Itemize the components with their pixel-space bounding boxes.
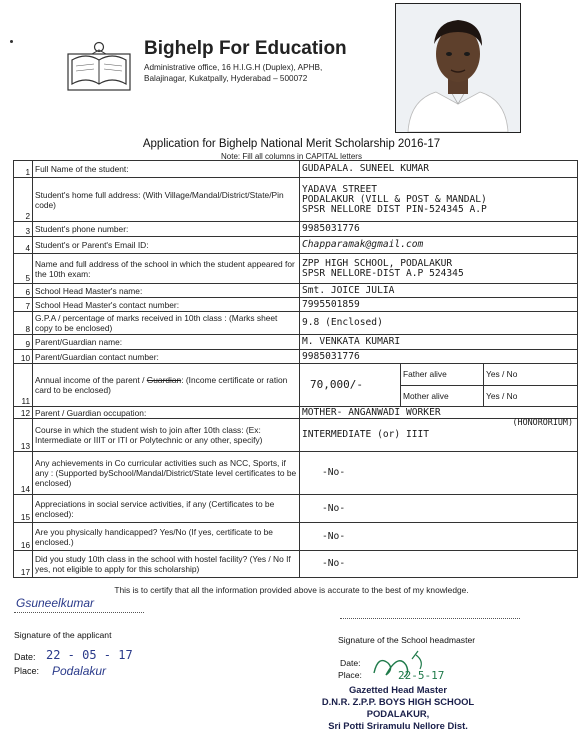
row-number: 14 bbox=[14, 452, 33, 495]
form-row bbox=[14, 254, 578, 284]
form-row bbox=[14, 284, 578, 298]
applicant-signature-line bbox=[14, 612, 144, 613]
certification-text: This is to certify that all the information provided above is accurate to the best of my knowledge. bbox=[114, 585, 469, 595]
row-label: Student's phone number: bbox=[33, 222, 300, 237]
headmaster-contact-value[interactable]: 7995501859 bbox=[300, 298, 578, 312]
form-note: Note: Fill all columns in CAPITAL letters bbox=[221, 152, 362, 161]
address-line: SPSR NELLORE DIST PIN-524345 A.P bbox=[302, 203, 487, 215]
headmaster-date-value: 22-5-17 bbox=[398, 669, 445, 682]
row-number: 11 bbox=[14, 364, 33, 407]
form-row bbox=[14, 161, 578, 178]
headmaster-date-label: Date: bbox=[340, 658, 361, 668]
form-row bbox=[14, 350, 578, 364]
row-label: Student's home full address: (With Village/Mandal/District/State/Pin code) bbox=[33, 178, 300, 222]
course-value: INTERMEDIATE (or) IIIT bbox=[302, 429, 430, 440]
mother-alive-answer[interactable]: Yes / No bbox=[484, 385, 578, 406]
row-label: Appreciations in social service activities, if any (Certificates to be enclosed): bbox=[33, 495, 300, 523]
row-number: 7 bbox=[14, 298, 33, 312]
father-alive-answer[interactable]: Yes / No bbox=[484, 364, 578, 385]
org-address bbox=[144, 62, 384, 84]
form-row bbox=[14, 178, 578, 222]
row-label: School Head Master's name: bbox=[33, 284, 300, 298]
stamp-line: Gazetted Head Master bbox=[349, 684, 447, 695]
row-number: 4 bbox=[14, 237, 33, 254]
gpa-value[interactable]: 9.8 (Enclosed) bbox=[300, 312, 578, 335]
income-cell bbox=[300, 364, 578, 407]
place-value[interactable]: Podalakur bbox=[52, 664, 107, 678]
headmaster-place-label: Place: bbox=[338, 670, 362, 680]
form-row bbox=[14, 222, 578, 237]
row-label: G.P.A / percentage of marks received in 10th class : (Marks sheet copy to be enclosed) bbox=[33, 312, 300, 335]
row-label: School Head Master's contact number: bbox=[33, 298, 300, 312]
row-label: Parent / Guardian occupation: bbox=[33, 407, 300, 419]
row-label: Parent/Guardian name: bbox=[33, 335, 300, 350]
headmaster-signature-line bbox=[340, 618, 520, 619]
guardian-contact-value[interactable]: 9985031776 bbox=[300, 350, 578, 364]
row-label: Parent/Guardian contact number: bbox=[33, 350, 300, 364]
org-address-line2: Balajinagar, Kukatpally, Hyderabad – 500072 bbox=[144, 74, 308, 83]
applicant-signature-label: Signature of the applicant bbox=[14, 630, 112, 640]
mother-alive-label: Mother alive bbox=[403, 390, 449, 401]
form-row bbox=[14, 523, 578, 551]
row-number: 2 bbox=[14, 178, 33, 222]
form-row bbox=[14, 237, 578, 254]
row-number: 6 bbox=[14, 284, 33, 298]
full-name-value[interactable]: GUDAPALA. SUNEEL KUMAR bbox=[300, 161, 578, 178]
headmaster-signature bbox=[368, 645, 458, 685]
row-label: Name and full address of the school in which the student appeared for the 10th exam: bbox=[33, 254, 300, 284]
school-stamp bbox=[300, 684, 496, 732]
application-form-table bbox=[13, 160, 578, 578]
row-number: 15 bbox=[14, 495, 33, 523]
guardian-name-value[interactable]: M. VENKATA KUMARI bbox=[300, 335, 578, 350]
date-value[interactable]: 22 - 05 - 17 bbox=[46, 648, 133, 662]
social-service-value[interactable]: -No- bbox=[300, 495, 578, 523]
date-label: Date: bbox=[14, 652, 36, 662]
row-number: 3 bbox=[14, 222, 33, 237]
row-label: Student's or Parent's Email ID: bbox=[33, 237, 300, 254]
row-number: 5 bbox=[14, 254, 33, 284]
row-number: 8 bbox=[14, 312, 33, 335]
stamp-line: Sri Potti Sriramulu Nellore Dist. bbox=[328, 720, 468, 731]
stamp-line: D.N.R. Z.P.P. BOYS HIGH SCHOOL bbox=[321, 696, 475, 707]
occupation-note: (HONORORIUM) bbox=[512, 417, 573, 427]
form-row bbox=[14, 312, 578, 335]
income-label-strike: Guardian bbox=[146, 375, 182, 385]
row-number: 1 bbox=[14, 161, 33, 178]
scan-dot bbox=[10, 40, 13, 43]
form-row bbox=[14, 551, 578, 578]
stamp-line: PODALAKUR, bbox=[366, 708, 430, 719]
row-label: Are you physically handicapped? Yes/No (If yes, certificate to be enclosed.) bbox=[33, 523, 300, 551]
row-number: 12 bbox=[14, 407, 33, 419]
row-label: Did you study 10th class in the school with hostel facility? (Yes / No If yes, not eligible to apply for this scholarship) bbox=[33, 551, 300, 578]
occupation-value[interactable]: MOTHER- ANGANWADI WORKER bbox=[300, 407, 578, 419]
address-line: YADAVA STREET bbox=[302, 183, 378, 195]
father-alive-label: Father alive bbox=[401, 364, 484, 385]
form-row bbox=[14, 335, 578, 350]
place-label: Place: bbox=[14, 666, 40, 676]
row-number: 16 bbox=[14, 523, 33, 551]
headmaster-signature-label: Signature of the School headmaster bbox=[338, 635, 476, 645]
row-label: Full Name of the student: bbox=[33, 161, 300, 178]
income-label-pre: Annual income of the parent / bbox=[35, 375, 147, 385]
form-row bbox=[14, 364, 578, 407]
org-name: Bighelp For Education bbox=[144, 38, 347, 59]
headmaster-name-value[interactable]: Smt. JOICE JULIA bbox=[300, 284, 578, 298]
row-number: 13 bbox=[14, 419, 33, 452]
school-line: SPSR NELLORE-DIST A.P 524345 bbox=[302, 267, 464, 279]
row-number: 9 bbox=[14, 335, 33, 350]
home-address-value[interactable] bbox=[300, 178, 578, 222]
row-label bbox=[33, 364, 300, 407]
school-line: ZPP HIGH SCHOOL, PODALAKUR bbox=[302, 257, 453, 269]
row-number: 17 bbox=[14, 551, 33, 578]
school-address-value[interactable] bbox=[300, 254, 578, 284]
form-row bbox=[14, 419, 578, 452]
handicapped-value[interactable]: -No- bbox=[300, 523, 578, 551]
org-address-line1: Administrative office, 16 H.I.G.H (Duplex), APHB, bbox=[144, 63, 323, 72]
row-label: Any achievements in Co curricular activities such as NCC, Sports, if any : (Supported bySchool/Mandal/District/State level certificates to be enclosed) bbox=[33, 452, 300, 495]
form-title: Application for Bighelp National Merit Scholarship 2016-17 bbox=[142, 138, 441, 150]
income-label-post: : (Income certificate or ration card to be enclosed) bbox=[35, 375, 288, 395]
applicant-photo bbox=[395, 3, 521, 133]
achievements-value[interactable]: -No- bbox=[300, 452, 578, 495]
course-cell[interactable] bbox=[300, 419, 578, 452]
applicant-signature: Gsuneelkumar bbox=[16, 596, 95, 610]
form-row bbox=[14, 407, 578, 419]
row-label: Course in which the student wish to join after 10th class: (Ex: Intermediate or IIIT or ITI or Polytechnic or any other, specify) bbox=[33, 419, 300, 452]
address-line: PODALAKUR (VILL & POST & MANDAL) bbox=[302, 193, 487, 205]
form-row bbox=[14, 495, 578, 523]
form-row bbox=[14, 452, 578, 495]
hostel-value[interactable]: -No- bbox=[300, 551, 578, 578]
email-value[interactable]: Chapparamak@gmail.com bbox=[300, 237, 578, 254]
income-subtable bbox=[300, 364, 577, 406]
open-book-logo-icon bbox=[66, 40, 132, 92]
form-row bbox=[14, 298, 578, 312]
phone-value[interactable]: 9985031776 bbox=[300, 222, 578, 237]
row-number: 10 bbox=[14, 350, 33, 364]
income-value[interactable]: 70,000/- bbox=[300, 364, 401, 406]
